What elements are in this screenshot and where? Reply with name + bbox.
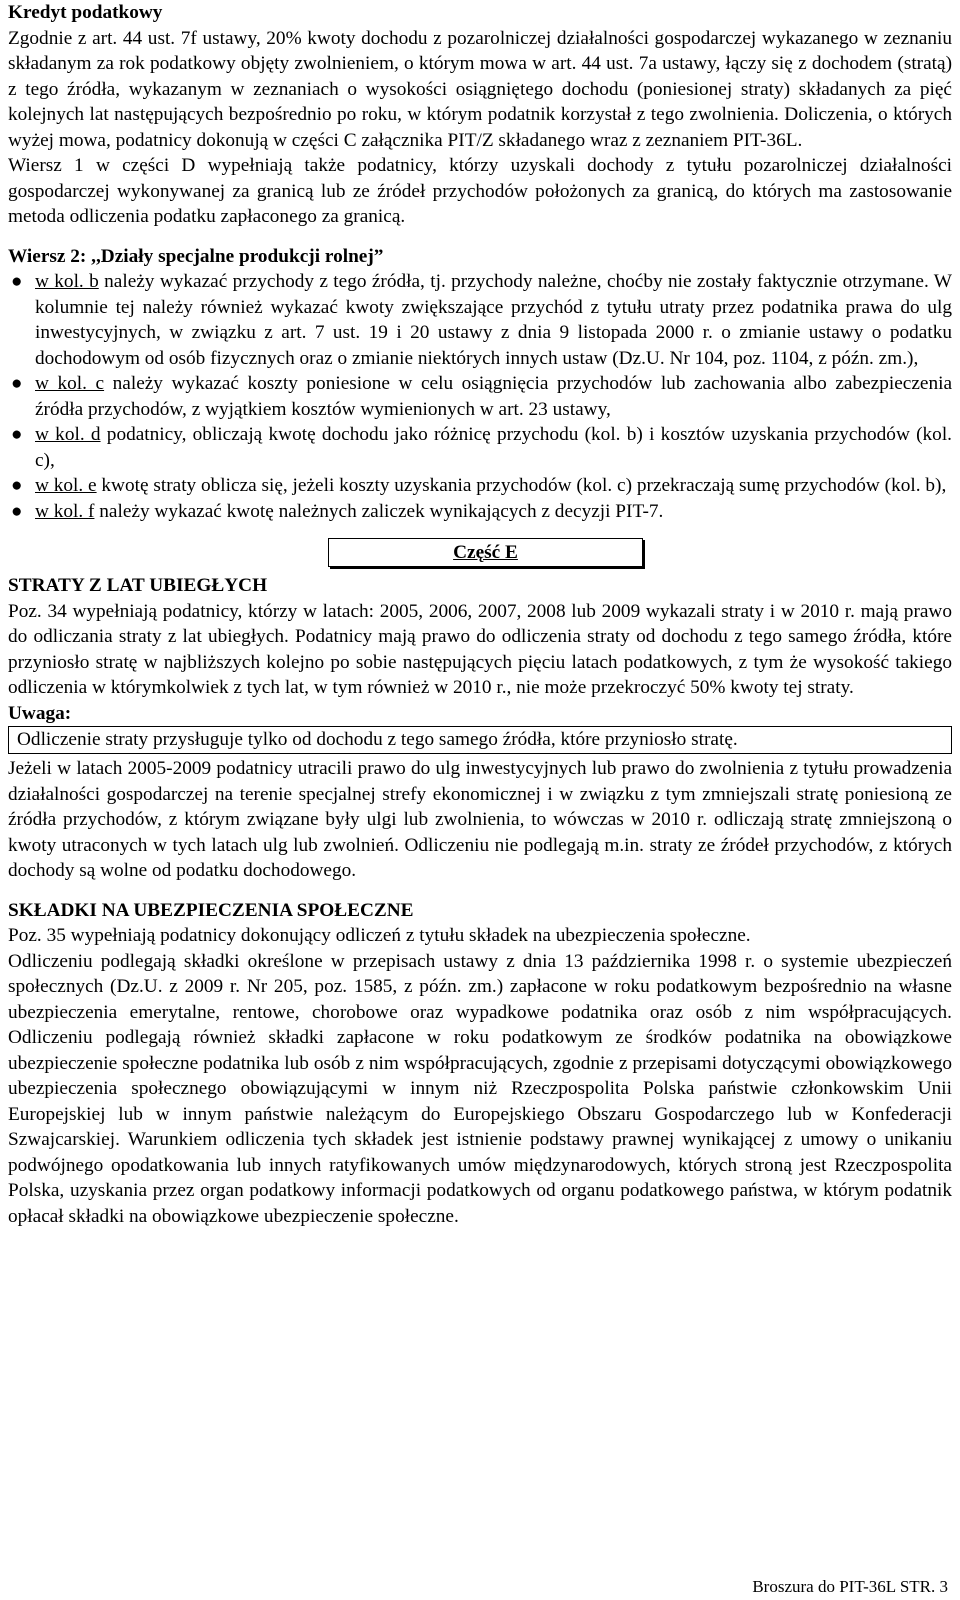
losses-paragraph: Poz. 34 wypełniają podatnicy, którzy w latach: 2005, 2006, 2007, 2008 lub 2009 wykazali straty i w 2010 r. mają prawo do odliczania straty z lat ubiegłych. Podatnicy mają prawo do odliczenia straty od dochodu z tego samego źródła, które przyniosło stratę w najbliższych kolejno po sobie następujących pięciu latach podatkowych, z tym że wysokość takiego odliczenia w którymkolwiek z tych lat, w tym również w 2010 r., nie może przekroczyć 50% kwoty tej straty. — [8, 600, 952, 698]
bullet-icon: ● — [11, 475, 23, 496]
list-item — [11, 499, 952, 525]
list-item — [11, 422, 953, 473]
column-description: należy wykazać przychody z tego źródła, tj. przychody należne, choćby nie zostały faktycznie otrzymane. W kolumnie tej należy również wykazać kwoty zwiększające przychód z tytułu utraty przez podatnika prawa do ulg inwestycyjnych, w związku z art. 7 ust. 19 i 20 ustawy z dnia 9 listopada 2000 r. o zmianie ustawy o podatku dochodowym od osób fizycznych oraz o zmianie niektórych innych ustaw (Dz.U. Nr 104, poz. 1104, z późn. zm.), — [35, 271, 952, 369]
note-box: Odliczenie straty przysługuje tylko od dochodu z tego samego źródła, które przyniosło stratę. — [8, 726, 952, 754]
social-paragraph-1: Poz. 35 wypełniają podatnicy dokonujący odliczeń z tytułu składek na ubezpieczenia społeczne. — [8, 925, 751, 946]
losses-paragraph-2: Jeżeli w latach 2005-2009 podatnicy utracili prawo do ulg inwestycyjnych lub prawo do zwolnienia z tytułu prowadzenia działalności gospodarczej na terenie specjalnej strefy ekonomicznej i w związku z tym zmniejszali stratę poniesioną ze źródła przychodów, z którym związane były ulgi lub zwolnienia, to wówczas w 2010 r. odliczają stratę zmniejszoną o kwoty utraconych w tych latach ulg lub zwolnień. Odliczeniu nie podlegają m.in. straty ze źródeł przychodów, z których dochody są wolne od podatku dochodowego. — [8, 758, 952, 881]
row2-heading: Wiersz 2: ,,Działy specjalne produkcji rolnej” — [8, 245, 384, 267]
part-e-title-box: Część E — [328, 538, 643, 567]
list-item — [11, 371, 952, 422]
column-label: w kol. f — [35, 500, 95, 522]
social-paragraph-2: Odliczeniu podlegają składki określone w przepisach ustawy z dnia 13 października 1998 r. o systemie ubezpieczeń społecznych (Dz.U. z 2009 r. Nr 205, poz. 1585, z późn. zm.) zapłacone w roku podatkowym bezpośrednio na własne ubezpieczenia emerytalne, rentowe, chorobowe oraz wypadkowe podatnika oraz osób z nim współpracujących. Odliczeniu podlegają również składki zapłacone w roku podatkowym ze środków podatnika na obowiązkowe ubezpieczenie społeczne podatnika lub osób z nim współpracujących, zgodnie z przepisami dotyczącymi obowiązkowego ubezpieczenia społecznego obowiązującymi w innym niż Rzeczpospolita Polska państwie członkowskim Unii Europejskiej lub w innym państwie należącym do Europejskiego Obszaru Gospodarczego lub w Konfederacji Szwajcarskiej. Warunkiem odliczenia tych składek jest istnienie podstawy prawnej wynikającej z umowy o unikaniu podwójnego opodatkowania lub innych ratyfikowanych umów międzynarodowych, których stroną jest Rzeczpospolita Polska, uzyskania przez organ podatkowy informacji podatkowych od organu podatkowego państwa, w którym podatnik opłacał składki na obowiązkowe ubezpieczenie społeczne. — [8, 950, 952, 1227]
bullet-icon: ● — [11, 500, 23, 522]
column-description: kwotę straty oblicza się, jeżeli koszty uzyskania przychodów (kol. c) przekraczają sumę przychodów (kol. b), — [96, 475, 947, 496]
credit-paragraph-1: Zgodnie z art. 44 ust. 7f ustawy, 20% kwoty dochodu z pozarolniczej działalności gospodarczej wykazanego w zeznaniu składanym za rok podatkowy objęty zwolnieniem, o którym mowa w art. 44 ust. 7a ustawy, łączy się z dochodem (stratą) z tego źródła, wykazanym w zeznaniach o wysokości osiągniętego dochodu (poniesionej straty) składanych za pięć kolejnych lat następujących bezpośrednio po roku, w którym podatnik korzystał z tego zwolnienia. Doliczenia, o których wyżej mowa, podatnicy dokonują w części C załącznika PIT/Z składanego wraz z zeznaniem PIT-36L. — [8, 27, 952, 151]
note-label: Uwaga: — [8, 702, 72, 724]
column-label: w kol. b — [35, 271, 99, 292]
column-label: w kol. d — [35, 424, 101, 445]
credit-paragraph-2: Wiersz 1 w części D wypełniają także podatnicy, którzy uzyskali dochody z tytułu pozarolniczej działalności gospodarczej wykonywanej za granicą lub ze źródeł przychodów położonych za granicą, do których ma zastosowanie metoda odliczenia podatku zapłaconego za granicą. — [8, 155, 952, 227]
column-label: w kol. e — [35, 475, 97, 496]
social-heading: SKŁADKI NA UBEZPIECZENIA SPOŁECZNE — [8, 899, 414, 921]
row2-column-list — [8, 269, 952, 524]
column-description: należy wykazać kwotę należnych zaliczek wynikających z decyzji PIT-7. — [94, 500, 664, 522]
bullet-icon: ● — [11, 373, 23, 394]
list-item — [11, 473, 952, 499]
column-description: należy wykazać koszty poniesione w celu osiągnięcia przychodów lub zachowania albo zabezpieczenia źródła przychodów, z wyjątkiem kosztów wymienionych w art. 23 ustawy, — [35, 373, 952, 420]
column-label: w kol. c — [35, 373, 105, 394]
page-footer: Broszura do PIT-36L STR. 3 — [752, 1577, 948, 1596]
column-description: podatnicy, obliczają kwotę dochodu jako różnicę przychodu (kol. b) i kosztów uzyskania przychodów (kol. c), — [35, 424, 953, 471]
bullet-icon: ● — [11, 424, 23, 445]
credit-heading: Kredyt podatkowy — [8, 2, 163, 23]
list-item — [11, 269, 952, 371]
bullet-icon: ● — [11, 271, 23, 292]
document-page — [8, 0, 952, 1229]
losses-heading: STRATY Z LAT UBIEGŁYCH — [8, 575, 268, 596]
